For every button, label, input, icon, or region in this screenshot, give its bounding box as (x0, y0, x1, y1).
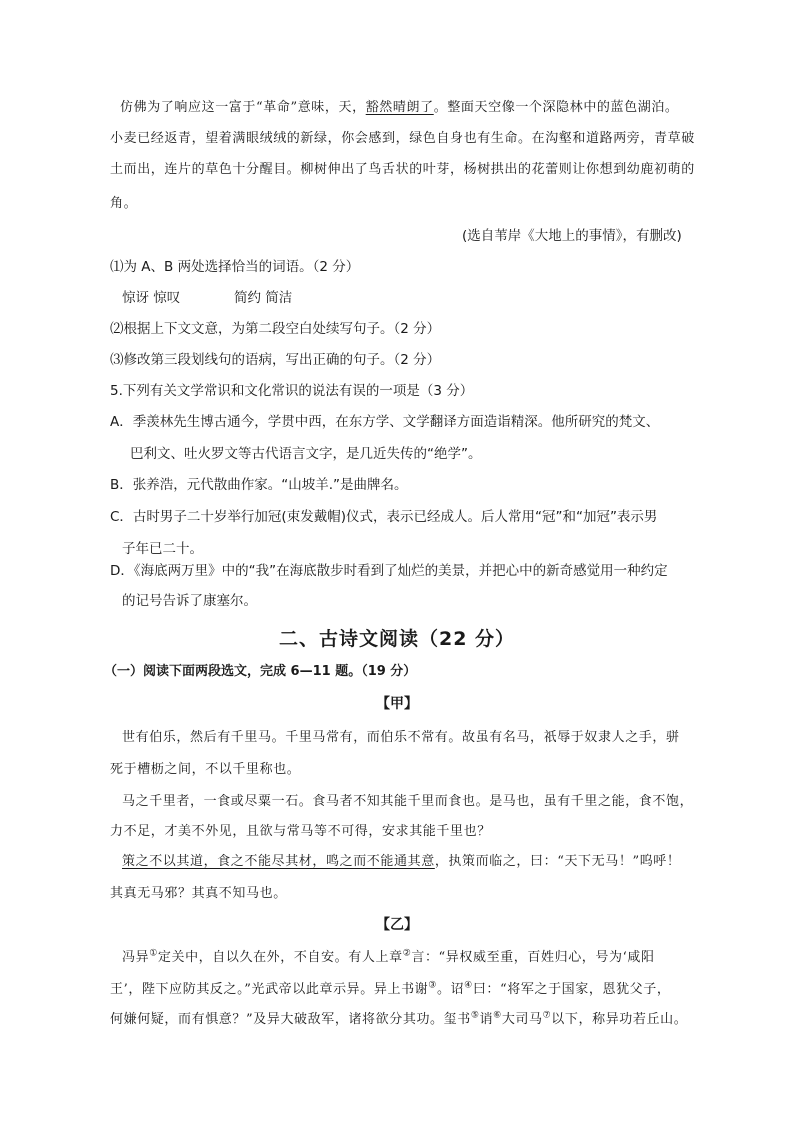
option-d: D．《海底两万里》中的“我”在海底散步时看到了灿烂的美景，并把心中的新奇感觉用一种约定 (110, 563, 668, 579)
question-4-1: ⑴为 A、B 两处选择恰当的词语。（2 分） (110, 259, 360, 275)
question-5-stem: 5.下列有关文学常识和文化常识的说法有误的一项是（3 分） (110, 383, 474, 399)
option-b: B．张养浩，元代散曲作家。“山坡羊.”是曲牌名。 (110, 477, 408, 493)
passage-line (120, 98, 679, 118)
text: 以下，称异功若丘山。 (551, 1012, 688, 1027)
footnote-marker: ⑤ (470, 1010, 480, 1021)
classical-line: 其真无马邪？其真不知马也。 (110, 886, 287, 901)
text: 王’，陛下应防其反之。”光武帝以此章示异。异上书谢 (110, 982, 429, 997)
passage-line: 小麦已经返青，望着满眼绒绒的新绿，你会感到，绿色自身也有生命。在沟壑和道路两旁，青草破 (110, 131, 695, 146)
footnote-marker: ④ (464, 980, 473, 991)
text: 何嫌何疑，而有惧意？”及异大破敌军，诸将欲分其功。玺书 (110, 1012, 471, 1027)
footnote-marker: ① (149, 948, 158, 959)
passage-source: (选自苇岸《大地上的事情》，有删改) (462, 228, 682, 244)
text: 。诏 (436, 982, 465, 997)
classical-line: 力不足，才美不外见，且欲与常马等不可得，安求其能千里也？ (110, 824, 491, 839)
classical-line: 世有伯乐，然后有千里马。千里马常有，而伯乐不常有。故虽有名马，祇辱于奴隶人之手，骈 (122, 730, 680, 745)
passage-line: 角。 (110, 196, 138, 211)
word-choices-b: 简约 简洁 (234, 290, 293, 306)
section-subtitle: （一）阅读下面两段选文，完成 6—11 题。（19 分） (104, 664, 417, 679)
text: 曰：“将军之于国家，恩犹父子， (472, 982, 671, 997)
footnote-marker: ③ (428, 980, 437, 991)
question-4-3: ⑶修改第三段划线句的语病，写出正确的句子。（2 分） (110, 352, 441, 368)
word-choices-a: 惊讶 惊叹 (122, 290, 181, 306)
underlined-text: 策之不以其道，食之不能尽其材，鸣之而不能通其意 (122, 854, 435, 869)
option-a-cont: 巴利文、吐火罗文等古代语言文字，是几近失传的“绝学”。 (130, 446, 482, 462)
passage-line: 土而出，连片的草色十分醒目。柳树伸出了鸟舌状的叶芽，杨树拱出的花蕾则让你想到幼鹿初萌的 (110, 162, 695, 177)
text: 定关中，自以久在外，不自安。有人上章 (157, 950, 403, 965)
classical-line: 死于槽枥之间，不以千里称也。 (110, 762, 301, 777)
classical-line (122, 852, 681, 872)
question-4-2: ⑵根据上下文文意，为第二段空白处续写句子。（2 分） (110, 321, 441, 337)
underlined-text: 豁然晴朗了 (365, 100, 434, 115)
footnote-marker: ⑥ (493, 1010, 502, 1021)
passage-label-yi: 【乙】 (376, 917, 418, 933)
section-title: 二、古诗文阅读（22 分） (278, 628, 516, 650)
passage-label-jia: 【甲】 (376, 696, 418, 712)
footnote-marker: ⑦ (542, 1010, 552, 1021)
classical-line (110, 980, 670, 1000)
option-a: A．季羡林先生博古通今，学贯中西，在东方学、文学翻译方面造诣精深。他所研究的梵文、 (110, 414, 660, 430)
classical-line (110, 1010, 687, 1030)
text: 诮 (479, 1012, 494, 1027)
text: ，执策而临之，曰：“天下无马！”呜呼！ (434, 854, 681, 869)
option-c: C．古时男子二十岁举行加冠(束发戴帽)仪式，表示已经成人。后人常用“冠”和“加冠”表示男 (110, 509, 658, 525)
footnote-marker: ② (402, 948, 412, 959)
option-d-cont: 的记号告诉了康塞尔。 (122, 593, 257, 609)
text: 大司马 (501, 1012, 543, 1027)
classical-line (122, 948, 655, 968)
text: 。整面天空像一个深隐林中的蓝色湖泊。 (433, 100, 679, 115)
text: 言：“异权威至重，百姓归心，号为‘咸阳 (411, 950, 655, 965)
text: 冯异 (122, 950, 150, 965)
text: 仿佛为了响应这一富于“革命”意味，天， (120, 100, 366, 115)
option-c-cont: 子年已二十。 (122, 541, 203, 557)
classical-line: 马之千里者，一食或尽粟一石。食马者不知其能千里而食也。是马也，虽有千里之能，食不饱， (122, 794, 694, 809)
